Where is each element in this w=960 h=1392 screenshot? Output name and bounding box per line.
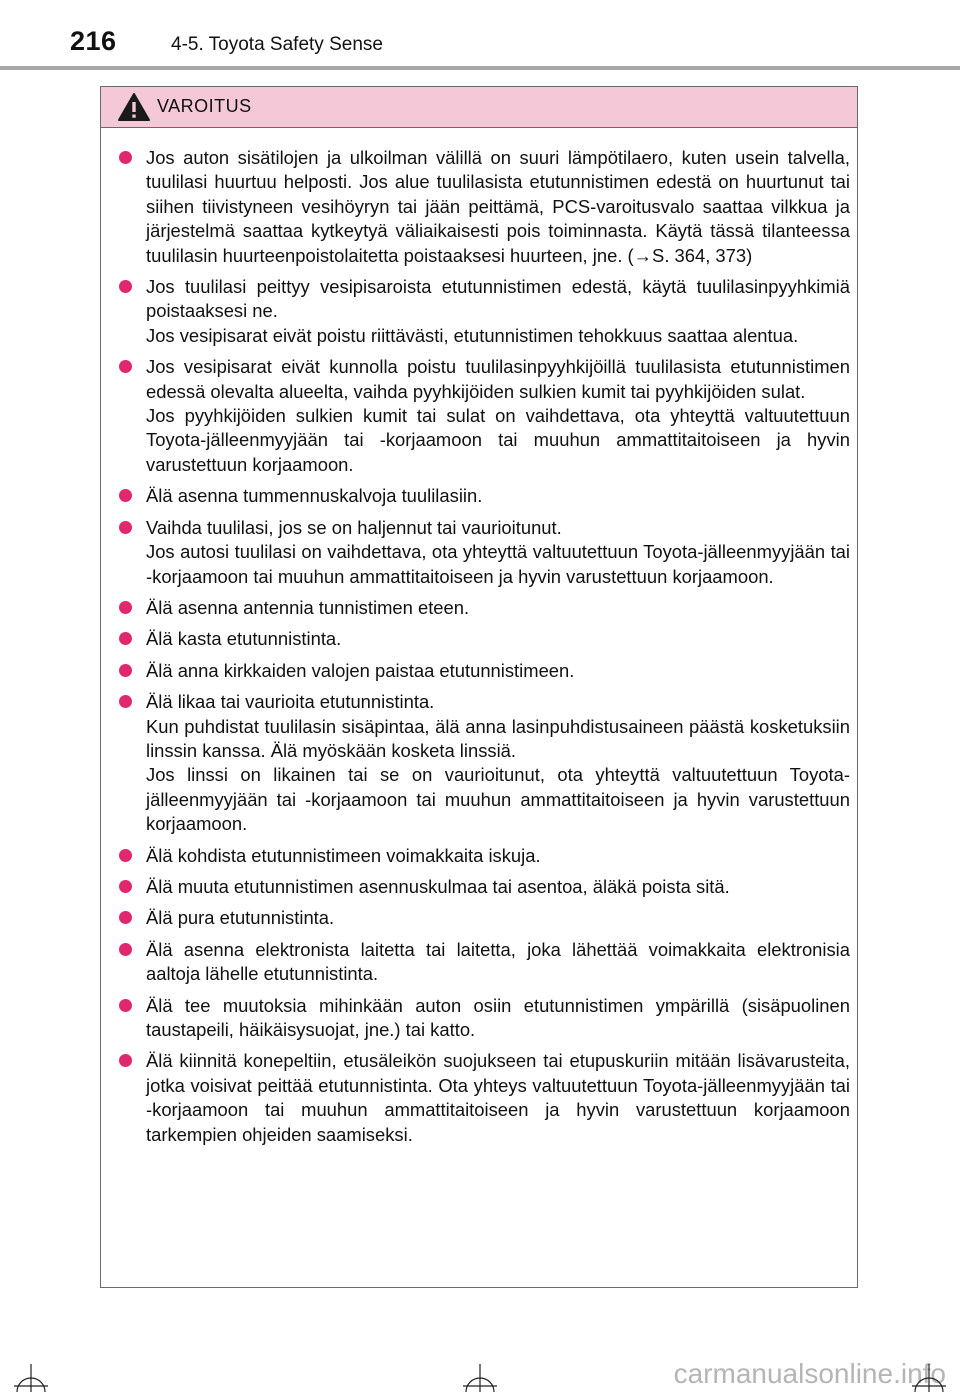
bullet-icon	[119, 360, 132, 373]
warning-item-text: Älä kiinnitä konepeltiin, etusäleikön suojukseen tai etupuskuriin mitään lisävarusteita, jotka voisivat peittää etutunnistinta. Ota yhteys valtuutettuun Toyota-jälleenmyyjään tai -korjaamoon tai muuhun ammattitaitoiseen ja hyvin varustettuun korjaamoon tarkempien ohjeiden saamiseksi.	[146, 1050, 850, 1145]
bullet-icon	[119, 280, 132, 293]
warning-label: VAROITUS	[157, 96, 252, 116]
warning-item-text: Älä muuta etutunnistimen asennuskulmaa tai asentoa, äläkä poista sitä.	[146, 875, 730, 897]
crop-mark-icon	[912, 1358, 946, 1392]
crop-mark-icon	[463, 1358, 497, 1392]
warning-item-text: Jos linssi on likainen tai se on vaurioitunut, ota yhteyttä valtuutettuun Toyota-jälleenmyyjään tai -korjaamoon tai muuhun ammattitaitoiseen ja hyvin varustettuun korjaamoon.	[146, 764, 850, 835]
warning-body	[101, 128, 857, 1147]
warning-item-text: Kun puhdistat tuulilasin sisäpintaa, älä anna lasinpuhdistusaineen päästä kosketuksiin linssin kanssa. Älä myöskään kosketa linssiä.	[146, 715, 850, 761]
warning-item	[118, 516, 850, 589]
crop-mark-icon	[14, 1358, 48, 1392]
warning-item	[118, 1049, 850, 1147]
warning-item-text: Älä pura etutunnistinta.	[146, 907, 335, 929]
section-title: 4-5. Toyota Safety Sense	[171, 34, 383, 55]
warning-item	[118, 627, 850, 651]
warning-item	[118, 355, 850, 477]
warning-item	[118, 994, 850, 1043]
warning-item-text: Älä tee muutoksia mihinkään auton osiin etutunnistimen ympärillä (sisäpuolinen taustapeili, häikäisysuojat, jne.) tai katto.	[146, 994, 850, 1040]
bullet-icon	[119, 849, 132, 862]
bullet-icon	[119, 489, 132, 502]
warning-header	[101, 87, 857, 128]
warning-item	[118, 690, 850, 836]
warning-item	[118, 938, 850, 987]
warning-item-text: Älä asenna elektronista laitetta tai laitetta, joka lähettää voimakkaita elektronisia aaltoja lähelle etutunnistinta.	[146, 938, 850, 985]
warning-item-text: Jos vesipisarat eivät poistu riittävästi, etutunnistimen tehokkuus saattaa alentua.	[146, 324, 799, 346]
warning-item-text: Jos auton sisätilojen ja ulkoilman välillä on suuri lämpötilaero, kuten usein talvella, tuulilasi huurtuu helposti. Jos alue tuulilasista etutunnistimen edestä on huurtunut tai siihen tiivistyneen vesihöyryn tai jään peittämä, PCS-varoitusvalo saattaa vilkkua ja järjestelmä saattaa kytkeytyä väliaikaisesti pois toiminnasta. Käytä tässä tilanteessa tuulilasin huurteenpoistolaitetta poistaaksesi huurteen, jne. (→S. 364, 373)	[146, 147, 850, 266]
warning-item-text: Älä kasta etutunnistinta.	[146, 628, 342, 650]
bullet-icon	[119, 880, 132, 893]
bullet-icon	[119, 601, 132, 614]
warning-item-text: Jos tuulilasi peittyy vesipisaroista etutunnistimen edestä, käytä tuulilasinpyyhkimiä poistaaksesi ne.	[146, 276, 850, 322]
bullet-icon	[119, 911, 132, 924]
header-divider	[0, 66, 960, 70]
warning-item-text: Vaihda tuulilasi, jos se on haljennut tai vaurioitunut.	[146, 516, 562, 538]
bullet-icon	[119, 943, 132, 956]
warning-box	[100, 86, 858, 1288]
warning-item-text: Älä anna kirkkaiden valojen paistaa etutunnistimeen.	[146, 659, 575, 681]
warning-item-text: Älä asenna antennia tunnistimen eteen.	[146, 596, 470, 618]
warning-triangle-icon	[117, 92, 151, 122]
warning-item	[118, 906, 850, 930]
warning-item	[118, 659, 850, 683]
warning-item	[118, 275, 850, 348]
warning-item-text: Älä likaa tai vaurioita etutunnistinta.	[146, 691, 435, 713]
warning-item	[118, 484, 850, 508]
page-number: 216	[70, 26, 117, 56]
bullet-icon	[119, 632, 132, 645]
bullet-icon	[119, 151, 132, 164]
page-header	[0, 0, 960, 70]
warning-item-text: Älä asenna tummennuskalvoja tuulilasiin.	[146, 485, 483, 507]
warning-item	[118, 146, 850, 268]
bullet-icon	[119, 664, 132, 677]
bullet-icon	[119, 521, 132, 534]
bullet-icon	[119, 999, 132, 1012]
bullet-icon	[119, 695, 132, 708]
warning-item	[118, 596, 850, 620]
warning-item	[118, 875, 850, 899]
bullet-icon	[119, 1054, 132, 1067]
footer-watermark: carmanualsonline.info	[673, 1358, 946, 1389]
warning-item-text: Jos vesipisarat eivät kunnolla poistu tuulilasinpyyhkijöillä tuulilasista etutunnistimen edessä olevalta alueelta, vaihda pyyhkijöiden sulkien kumit tai pyyhkijöiden sulat.	[146, 356, 850, 402]
warning-item	[118, 844, 850, 868]
warning-item-text: Jos pyyhkijöiden sulkien kumit tai sulat on vaihdettava, ota yhteyttä valtuutettuun Toyota-jälleenmyyjään tai -korjaamoon tai muuhun ammattitaitoiseen ja hyvin varustettuun korjaamoon.	[146, 405, 850, 475]
warning-item-text: Älä kohdista etutunnistimeen voimakkaita iskuja.	[146, 844, 541, 866]
warning-item-text: Jos autosi tuulilasi on vaihdettava, ota yhteyttä valtuutettuun Toyota-jälleenmyyjään tai -korjaamoon tai muuhun ammattitaitoiseen ja hyvin varustettuun korjaamoon.	[146, 541, 850, 587]
